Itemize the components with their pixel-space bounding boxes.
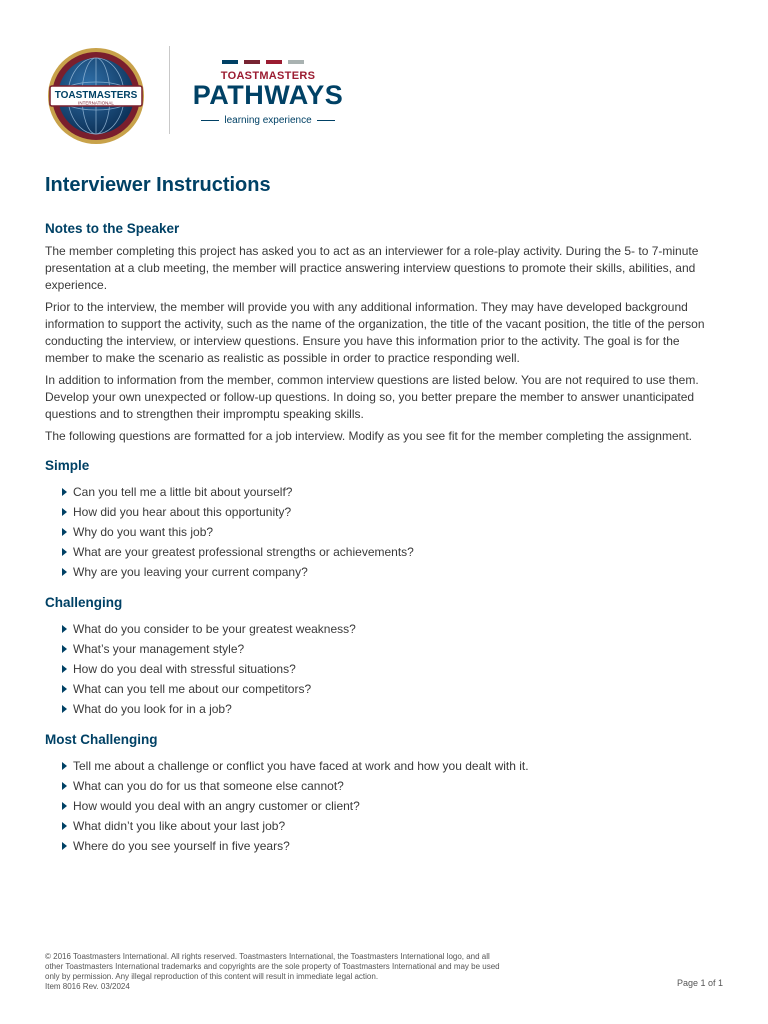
triangle-bullet-icon (62, 508, 67, 516)
triangle-bullet-icon (62, 665, 67, 673)
question-text: What do you look for in a job? (73, 702, 232, 716)
triangle-bullet-icon (62, 528, 67, 536)
question-text: How did you hear about this opportunity? (73, 505, 292, 519)
copyright-line: © 2016 Toastmasters International. All rights reserved. Toastmasters International, the Toastmasters International logo, and all (45, 952, 490, 961)
pathways-word: PATHWAYS (192, 80, 344, 110)
item-revision: Item 8016 Rev. 03/2024 (45, 982, 130, 991)
pathways-color-bars (222, 60, 304, 64)
question-text: What didn’t you like about your last job? (73, 819, 286, 833)
page-title: Interviewer Instructions (45, 174, 271, 196)
copyright-line: only by permission. Any illegal reproduction of this content will result in immediate legal action. (45, 972, 379, 981)
triangle-bullet-icon (62, 822, 67, 830)
triangle-bullet-icon (62, 802, 67, 810)
question-item (62, 619, 725, 639)
question-text: What can you tell me about our competitors? (73, 682, 312, 696)
toastmasters-seal-logo (46, 46, 146, 146)
page-number: Page 1 of 1 (676, 978, 723, 988)
section-heading-challenging: Challenging (45, 595, 123, 610)
pathways-logo (188, 56, 348, 136)
pathways-toastmasters-word: TOASTMASTERS (220, 70, 316, 82)
color-bar (288, 60, 304, 64)
copyright-line: other Toastmasters International trademarks and copyrights are the sole property of Toastmasters International and may be used (45, 962, 500, 971)
question-text: How do you deal with stressful situations? (73, 662, 296, 676)
notes-paragraph: Prior to the interview, the member will provide you with any additional information. They may have developed background information to support the activity, such as the name of the organization, the title of the vacant position, the title of the person conducting the interview, or interview questions. Ensure you have this information prior to the activity. The goal is for the member to make the scenario as realistic as possible in order to practice responding well. (45, 300, 705, 365)
triangle-bullet-icon (62, 568, 67, 576)
question-text: What do you consider to be your greatest weakness? (73, 622, 356, 636)
main-content (45, 172, 725, 856)
question-text: Can you tell me a little bit about yourself? (73, 485, 293, 499)
question-item (62, 756, 725, 776)
copyright-notice (45, 952, 575, 992)
question-list-simple (45, 482, 725, 582)
triangle-bullet-icon (62, 762, 67, 770)
question-item (62, 482, 725, 502)
color-bar (266, 60, 282, 64)
section-heading-most-challenging: Most Challenging (45, 732, 158, 747)
color-bar (244, 60, 260, 64)
question-text: Why are you leaving your current company? (73, 565, 308, 579)
triangle-bullet-icon (62, 842, 67, 850)
question-text: Tell me about a challenge or conflict you have faced at work and how you dealt with it. (73, 759, 529, 773)
notes-paragraph: In addition to information from the member, common interview questions are listed below. You are not required to use them. Develop your own unexpected or follow-up questions. In doing so, you better prepare the member to answer unanticipated questions and to strengthen their impromptu speaking skills. (45, 373, 699, 421)
section-heading-simple: Simple (45, 458, 90, 473)
footer (45, 952, 725, 992)
question-item (62, 522, 725, 542)
question-text: What’s your management style? (73, 642, 245, 656)
color-bar (222, 60, 238, 64)
logo-divider (169, 46, 170, 134)
question-item (62, 816, 725, 836)
seal-subtext: INTERNATIONAL (78, 100, 114, 106)
triangle-bullet-icon (62, 782, 67, 790)
notes-paragraph: The member completing this project has asked you to act as an interviewer for a role-play activity. During the 5- to 7-minute presentation at a club meeting, the member will practice answering interview questions to promote their skills, abilities, and experience. (45, 244, 699, 292)
triangle-bullet-icon (62, 488, 67, 496)
notes-paragraph: The following questions are formatted for a job interview. Modify as you see fit for the member completing the assignment. (45, 429, 692, 443)
question-text: What can you do for us that someone else cannot? (73, 779, 344, 793)
tagline-rule-right (317, 120, 335, 121)
question-text: Why do you want this job? (73, 525, 214, 539)
question-text: What are your greatest professional strengths or achievements? (73, 545, 414, 559)
triangle-bullet-icon (62, 548, 67, 556)
question-list-most-challenging (45, 756, 725, 856)
question-item (62, 562, 725, 582)
pathways-tagline: learning experience (224, 115, 312, 126)
question-item (62, 699, 725, 719)
seal-text: TOASTMASTERS (54, 90, 138, 101)
question-list-challenging (45, 619, 725, 719)
triangle-bullet-icon (62, 685, 67, 693)
notes-heading: Notes to the Speaker (45, 221, 180, 236)
question-item (62, 836, 725, 856)
triangle-bullet-icon (62, 645, 67, 653)
question-item (62, 659, 725, 679)
pathways-tagline-row (188, 115, 348, 126)
tagline-rule-left (201, 120, 219, 121)
question-item (62, 542, 725, 562)
question-text: Where do you see yourself in five years? (73, 839, 290, 853)
question-text: How would you deal with an angry customer or client? (73, 799, 360, 813)
header (38, 38, 368, 138)
question-item (62, 679, 725, 699)
question-item (62, 776, 725, 796)
triangle-bullet-icon (62, 705, 67, 713)
triangle-bullet-icon (62, 625, 67, 633)
question-item (62, 639, 725, 659)
question-item (62, 796, 725, 816)
question-item (62, 502, 725, 522)
